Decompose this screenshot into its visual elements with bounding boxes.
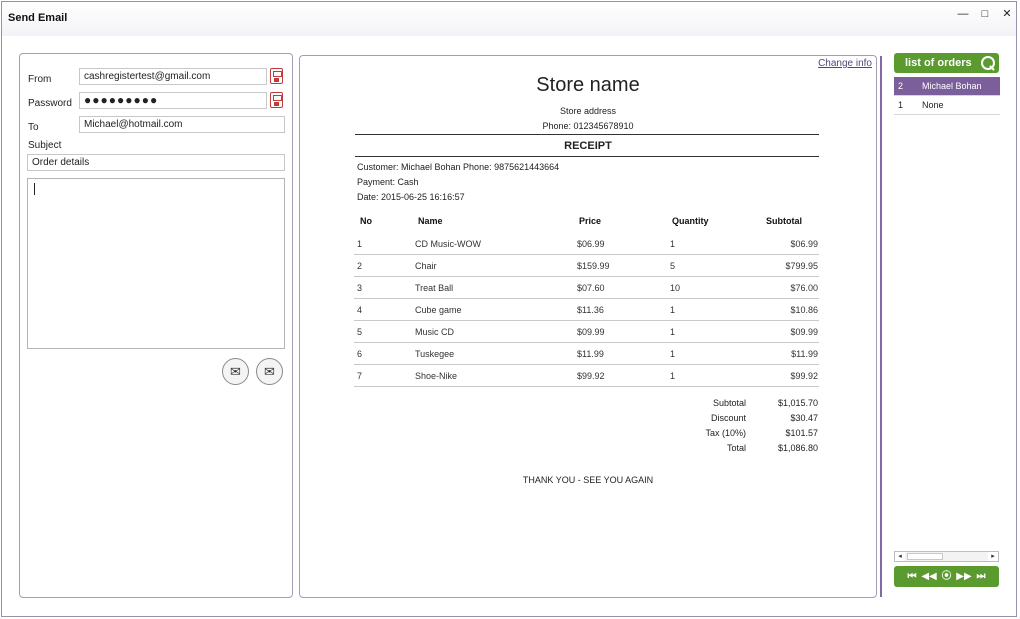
row-subtotal: $11.99 <box>791 349 818 359</box>
date-line: Date: 2015-06-25 16:16:57 <box>357 192 465 202</box>
row-qty: 1 <box>670 305 676 315</box>
row-no: 3 <box>357 283 363 293</box>
order-list-scrollbar[interactable] <box>894 551 999 562</box>
to-field[interactable]: Michael@hotmail.com <box>79 116 285 133</box>
row-name: Cube game <box>415 305 462 315</box>
row-subtotal: $99.92 <box>790 371 818 381</box>
panel-divider <box>880 56 882 597</box>
to-label: To <box>28 122 39 133</box>
row-price: $09.99 <box>577 327 605 337</box>
text-caret <box>34 183 35 195</box>
mail-attachment-icon: ✉ <box>264 364 275 379</box>
items-table <box>354 208 819 392</box>
row-qty: 1 <box>670 349 676 359</box>
row-price: $99.92 <box>577 371 605 381</box>
store-phone: Phone: 012345678910 <box>542 121 634 131</box>
from-field[interactable]: cashregistertest@gmail.com <box>79 68 267 85</box>
table-row <box>354 255 819 277</box>
save-password-icon[interactable] <box>270 92 283 108</box>
row-price: $11.99 <box>577 349 604 359</box>
row-qty: 5 <box>670 261 676 271</box>
row-subtotal: $06.99 <box>790 239 818 249</box>
minimize-button[interactable]: — <box>957 8 969 20</box>
first-record-icon[interactable]: ⏮ <box>907 571 917 582</box>
row-name: Shoe-Nike <box>415 371 458 381</box>
totals-label: Subtotal <box>712 398 746 408</box>
current-record-icon[interactable]: ⦿ <box>941 571 952 582</box>
row-qty: 10 <box>670 283 681 293</box>
order-customer: None <box>922 100 944 110</box>
order-number: 1 <box>898 100 904 110</box>
row-subtotal: $09.99 <box>790 327 818 337</box>
password-field[interactable]: ●●●●●●●●● <box>79 92 267 109</box>
table-row <box>354 321 819 343</box>
subject-label: Subject <box>28 140 62 151</box>
row-no: 1 <box>357 239 363 249</box>
col-price: Price <box>579 216 602 226</box>
row-name: Tuskegee <box>415 349 455 359</box>
table-row <box>354 277 819 299</box>
receipt-footer: THANK YOU - SEE YOU AGAIN <box>522 475 654 485</box>
scroll-left-icon[interactable]: ◂ <box>895 552 905 561</box>
next-record-icon[interactable]: ▶▶ <box>956 571 972 582</box>
customer-line: Customer: Michael Bohan Phone: 9875621443664 <box>357 162 560 172</box>
payment-line: Payment: Cash <box>357 177 419 187</box>
row-no: 4 <box>357 305 363 315</box>
col-subtotal: Subtotal <box>766 216 802 226</box>
receipt-panel <box>299 55 877 598</box>
order-number: 2 <box>898 81 904 91</box>
divider-top <box>355 134 819 135</box>
row-no: 7 <box>357 371 363 381</box>
store-address: Store address <box>559 106 617 116</box>
close-button[interactable]: ✕ <box>1002 8 1012 20</box>
totals-label: Total <box>726 443 746 453</box>
col-name: Name <box>418 216 443 226</box>
message-body-textarea[interactable] <box>27 178 285 349</box>
table-row <box>354 365 819 387</box>
orders-title: list of orders <box>905 57 972 69</box>
totals-label: Discount <box>710 413 746 423</box>
totals-label: Tax (10%) <box>705 428 746 438</box>
col-no: No <box>360 216 372 226</box>
row-price: $07.60 <box>577 283 605 293</box>
order-list-item[interactable] <box>894 96 1000 115</box>
col-quantity: Quantity <box>672 216 709 226</box>
table-row <box>354 299 819 321</box>
totals-value: $101.57 <box>785 428 818 438</box>
send-email-button[interactable] <box>222 358 249 385</box>
last-record-icon[interactable]: ⏭ <box>976 571 986 582</box>
scroll-right-icon[interactable]: ▸ <box>988 552 998 561</box>
change-info-link[interactable]: Change info <box>818 58 872 69</box>
record-navigator <box>894 566 999 587</box>
row-subtotal: $76.00 <box>790 283 818 293</box>
row-name: CD Music-WOW <box>415 239 481 249</box>
row-subtotal: $799.95 <box>785 261 818 271</box>
row-qty: 1 <box>670 239 676 249</box>
row-price: $06.99 <box>577 239 605 249</box>
title-bar <box>2 2 1016 36</box>
maximize-button[interactable]: □ <box>981 8 989 20</box>
table-row <box>354 343 819 365</box>
window-title: Send Email <box>8 12 68 24</box>
row-no: 2 <box>357 261 363 271</box>
table-row <box>354 233 819 255</box>
row-qty: 1 <box>670 371 676 381</box>
email-form-panel <box>19 53 293 598</box>
store-name: Store name <box>536 74 640 96</box>
totals-value: $1,086.80 <box>777 443 818 453</box>
search-icon[interactable] <box>981 56 995 70</box>
scroll-thumb[interactable] <box>907 553 943 560</box>
list-of-orders-button[interactable] <box>894 53 999 73</box>
receipt-heading: RECEIPT <box>564 140 612 152</box>
order-customer: Michael Bohan <box>922 81 982 91</box>
row-price: $11.36 <box>577 305 604 315</box>
row-price: $159.99 <box>577 261 610 271</box>
totals-value: $30.47 <box>790 413 818 423</box>
from-label: From <box>28 74 52 85</box>
attach-send-button[interactable] <box>256 358 283 385</box>
divider-bottom <box>355 156 819 157</box>
totals-block <box>680 396 820 460</box>
subject-field[interactable]: Order details <box>27 154 285 171</box>
row-name: Music CD <box>415 327 455 337</box>
row-subtotal: $10.86 <box>790 305 818 315</box>
send-mail-icon: ✉ <box>230 364 241 379</box>
password-label: Password <box>28 98 72 109</box>
totals-value: $1,015.70 <box>777 398 818 408</box>
row-no: 5 <box>357 327 363 337</box>
save-from-icon[interactable] <box>270 68 283 84</box>
row-qty: 1 <box>670 327 676 337</box>
row-name: Treat Ball <box>415 283 454 293</box>
order-list-item[interactable] <box>894 77 1000 96</box>
row-no: 6 <box>357 349 363 359</box>
row-name: Chair <box>415 261 437 271</box>
previous-record-icon[interactable]: ◀◀ <box>921 571 937 582</box>
